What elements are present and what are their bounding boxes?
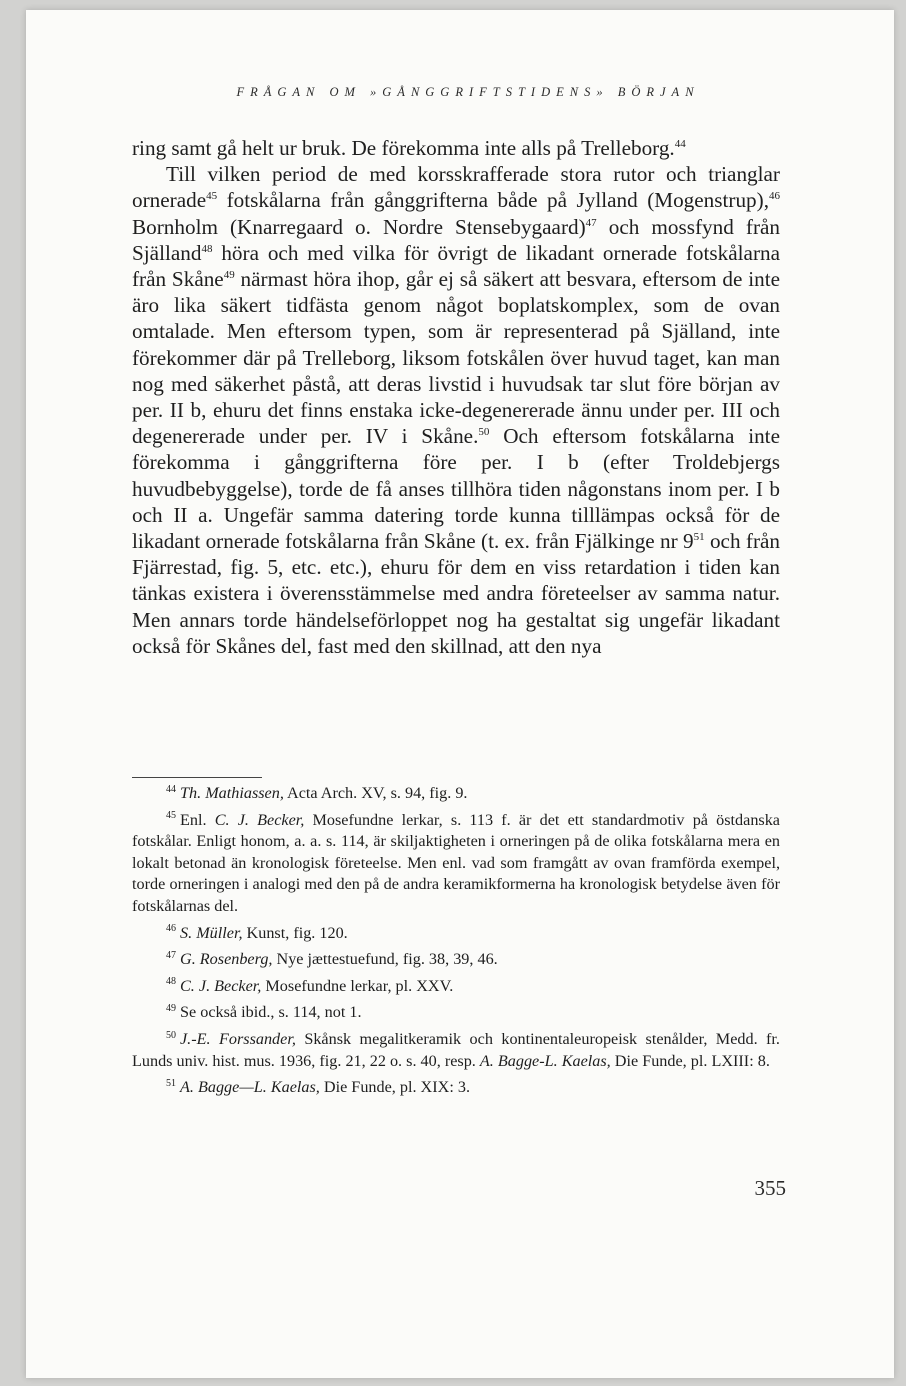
footnote-text: Die Funde, pl. LXIII: 8. [610,1051,770,1070]
footnote-47 [132,949,780,971]
footnote-number: 45 [166,810,176,822]
footnote-number: 48 [166,976,176,988]
body-text [132,135,780,659]
text-span: Bornholm (Knarregaard o. Nordre Stensebygaard) [132,214,586,239]
footnote-number: 49 [166,1002,176,1014]
footnote-50 [132,1029,780,1072]
footnote-number: 50 [166,1029,176,1041]
footnote-ref-45[interactable]: 45 [206,190,218,203]
footnote-text: Mosefundne lerkar, pl. XXV. [261,976,454,995]
footnote-author: C. J. Becker, [214,810,305,829]
footnote-author: C. J. Becker, [180,976,262,995]
footnote-number: 46 [166,923,176,935]
footnote-ref-44[interactable]: 44 [674,137,686,150]
page-number: 355 [754,1176,786,1200]
footnote-number: 47 [166,949,176,961]
footnote-ref-51[interactable]: 51 [693,530,705,543]
footnote-author: A. Bagge-L. Kaelas, [479,1051,611,1070]
footnote-ref-46[interactable]: 46 [769,190,780,203]
paragraph-1 [132,135,780,161]
footnote-44 [132,783,780,805]
footnote-49 [132,1002,780,1024]
footnote-ref-47[interactable]: 47 [585,216,597,229]
paragraph-2 [132,161,780,659]
footnote-text: Die Funde, pl. XIX: 3. [319,1078,471,1097]
text-span: närmast höra ihop, går ej så säkert att besvara, eftersom de inte äro lika säkert tidfästa genom något boplatskomplex, som de ovan omtalade. Men eftersom typen, som är representerad på Själland, inte förekommer där på Trelleborg, liksom fotskålen över huvud taget, kan man nog med säkerhet påstå, att deras livstid i huvudsak tar slut före början av per. II b, ehuru det finns enstaka icke-degenererade ännu under per. III och degenererade under per. IV i Skåne. [132,267,780,449]
footnote-text: Mosefundne lerkar, s. 113 f. är det ett standardmotiv på östdanska fotskålar. Enligt honom, a. a. s. 114, är skiljaktigheten i orneringen på de olika fotskålarna mera en lokalt betonad än kronologisk företeelse. Men enl. vad som framgått av ovan framförda exempel, torde orneringen i analogi med den på de andra keramikformerna ha kronologisk betydelse även för fotskålarnas del. [132,810,780,915]
running-head: FRÅGAN OM »GÅNGGRIFTSTIDENS» BÖRJAN [236,85,700,99]
footnote-51 [132,1077,780,1099]
footnote-text: Skånsk megalitkeramik och kontinentaleuropeisk stenålder, Medd. fr. Lunds univ. hist. mus. 1936, fig. 21, 22 o. s. 40, resp. [132,1029,780,1070]
footnote-45 [132,810,780,918]
text-span: höra och med vilka för övrigt de likadant ornerade fotskålarna från Skåne [132,240,780,292]
footnote-number: 44 [166,783,176,795]
footnote-author: S. Müller, [180,923,243,942]
footnote-ref-49[interactable]: 49 [223,268,235,281]
footnote-text: Nye jættestuefund, fig. 38, 39, 46. [272,950,498,969]
footnote-separator [132,777,262,778]
footnote-text: Acta Arch. XV, s. 94, fig. 9. [283,784,468,802]
footnote-ref-50[interactable]: 50 [478,426,490,439]
text-span: Till vilken period de med korsskrafferade stora rutor och trianglar ornerade [132,162,780,213]
footnote-author: J.-E. Forssander, [180,1029,296,1048]
text-span: och från Fjärrestad, fig. 5, etc. etc.), ehuru för dem en viss retardation i tiden kan tänkas existera i överensstämmelse med andra företeelser av samma natur. Men annars torde händelseförloppet nog ha gestaltat sig ungefär likadant också för Skånes del, fast med den skillnad, att den nya [132,529,780,658]
footnote-number: 51 [166,1077,176,1089]
footnote-text: Kunst, fig. 120. [242,923,348,942]
footnote-author: G. Rosenberg, [180,950,273,969]
book-page [26,10,894,1378]
text-span: Och eftersom fotskålarna inte förekomma i gånggrifterna före per. I b (efter Troldebjergs huvudbebyggelse), torde de få anses tillhöra tiden någonstans inom per. I b och II a. Ungefär samma datering torde kunna tilllämpas också för de likadant ornerade fotskålarna från Skåne (t. ex. från Fjälkinge nr 9 [132,424,780,554]
text-span: ring samt gå helt ur bruk. De förekomma inte alls på Trelleborg. [132,136,675,160]
footnote-46 [132,923,780,945]
footnote-author: Th. Mathiassen, [180,784,284,802]
footnote-48 [132,976,780,998]
text-span: och mossfynd från Själland [132,214,781,265]
footnote-author: A. Bagge—L. Kaelas, [180,1078,320,1097]
footnote-text: Enl. [180,810,215,829]
footnote-ref-48[interactable]: 48 [201,242,213,255]
footnote-text: Se också ibid., s. 114, not 1. [180,1003,362,1022]
footnotes [132,783,780,1104]
text-span: fotskålarna från gånggrifterna både på Jylland (Mogenstrup), [217,188,769,213]
